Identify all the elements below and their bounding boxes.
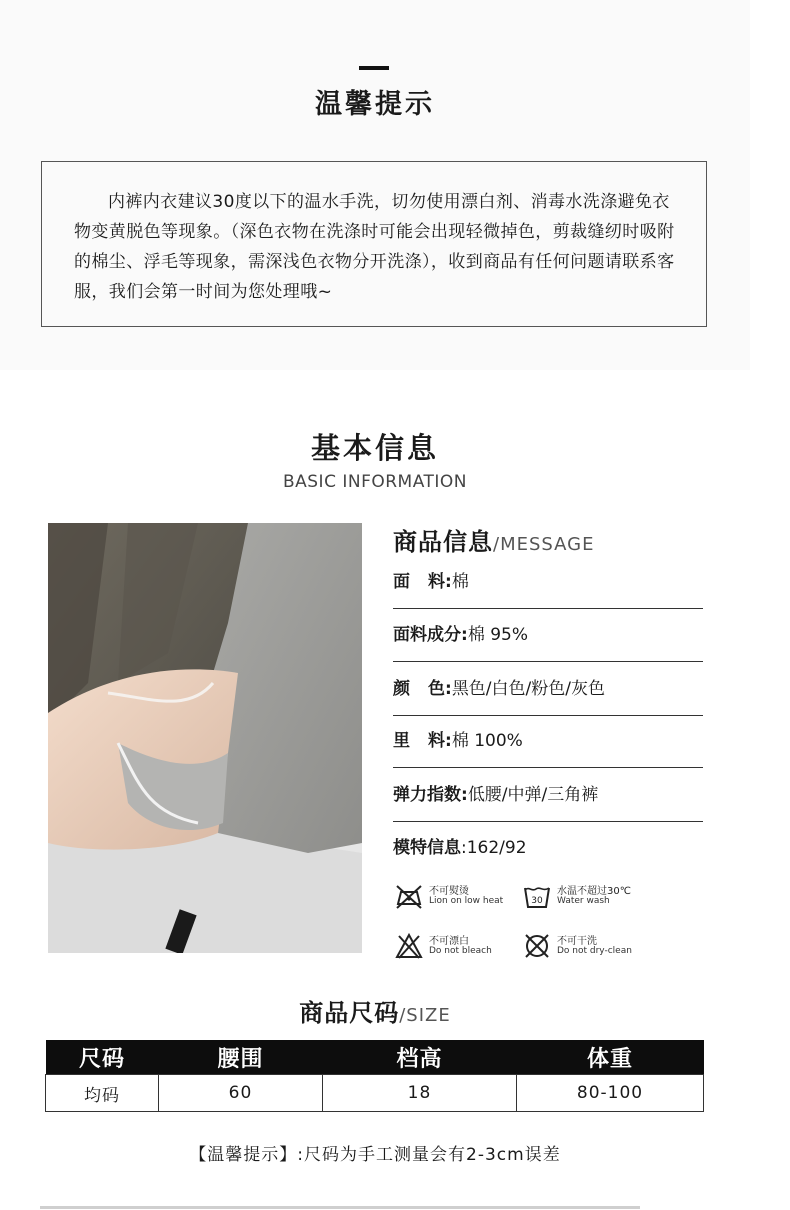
care-row-1 bbox=[395, 880, 635, 920]
care-en: Do not bleach bbox=[429, 946, 492, 956]
care-cn: 水温不超过30℃ bbox=[557, 886, 631, 897]
product-photo bbox=[48, 523, 362, 953]
attr-label: 模特信息 bbox=[393, 838, 461, 858]
attr-label: 面料 bbox=[393, 572, 445, 592]
care-item-bleach bbox=[395, 930, 515, 970]
basic-info-title: 基本信息 bbox=[310, 431, 439, 465]
attr-value: 棉 100% bbox=[451, 731, 523, 751]
title-dash bbox=[359, 66, 389, 70]
attr-row-model: 模特信息:162/92 bbox=[393, 838, 527, 858]
svg-text:30: 30 bbox=[531, 896, 543, 906]
care-en: Water wash bbox=[557, 896, 610, 906]
bottom-divider bbox=[40, 1206, 640, 1209]
care-item-wash bbox=[523, 880, 643, 920]
attr-value: 棉 95% bbox=[467, 625, 529, 645]
care-cn: 不可熨烫 bbox=[429, 886, 469, 897]
no-bleach-icon bbox=[395, 932, 423, 960]
notice-title: 温馨提示 bbox=[315, 89, 435, 120]
table-cell: 18 bbox=[323, 1075, 517, 1112]
care-en: Lion on low heat bbox=[429, 896, 504, 906]
size-title: 商品尺码 bbox=[299, 999, 400, 1027]
size-table bbox=[45, 1040, 704, 1112]
attr-row-stretch: 弹力指数:低腰/中弹/三角裤 bbox=[393, 769, 703, 822]
header-cell: 尺码 bbox=[46, 1040, 159, 1075]
size-note: 【温馨提示】:尺码为手工测量会有2-3cm误差 bbox=[189, 1145, 561, 1165]
care-row-2 bbox=[395, 930, 635, 970]
header-cell: 腰围 bbox=[159, 1040, 323, 1075]
attr-label: 弹力指数 bbox=[393, 785, 461, 805]
attr-row-composition: 面料成分:棉 95% bbox=[393, 609, 703, 662]
basic-info-subtitle: BASIC INFORMATION bbox=[282, 472, 468, 492]
header-cell: 档高 bbox=[323, 1040, 517, 1075]
message-title: 商品信息 bbox=[393, 528, 493, 556]
care-cn: 不可干洗 bbox=[557, 936, 597, 947]
wash-30-icon bbox=[523, 882, 551, 910]
attr-row-color: 颜色:黑色/白色/粉色/灰色 bbox=[393, 663, 703, 716]
size-heading bbox=[0, 993, 750, 1028]
attr-value: 黑色/白色/粉色/灰色 bbox=[451, 679, 605, 699]
attr-value: 棉 bbox=[451, 572, 469, 592]
attr-value: 低腰/中弹/三角裤 bbox=[467, 785, 599, 805]
care-item-iron bbox=[395, 880, 515, 920]
attr-row-lining: 里料:棉 100% bbox=[393, 715, 703, 768]
size-title-en: /SIZE bbox=[399, 1005, 451, 1026]
message-heading bbox=[393, 522, 594, 557]
message-title-en: /MESSAGE bbox=[493, 534, 595, 555]
header-cell: 体重 bbox=[517, 1040, 704, 1075]
notice-body: 内裤内衣建议30度以下的温水手洗，切勿使用漂白剂、消毒水洗涤避免衣物变黄脱色等现象。（深色衣物在洗涤时可能会出现轻微掉色，剪裁缝纫时吸附的棉尘、浮毛等现象，需深浅色衣物分开洗涤），收到商品有任何问题请联系客服，我们会第一时间为您处理哦~ bbox=[74, 192, 675, 302]
attr-row-fabric: 面料:棉 bbox=[393, 556, 703, 609]
size-table-header bbox=[46, 1040, 704, 1075]
attr-label: 颜色 bbox=[393, 679, 445, 699]
attr-label: 里料 bbox=[393, 731, 445, 751]
care-cn: 不可漂白 bbox=[429, 936, 469, 947]
table-cell: 80-100 bbox=[517, 1075, 704, 1112]
notice-box bbox=[41, 161, 707, 327]
no-dry-clean-icon bbox=[523, 932, 551, 960]
attr-label: 面料成分 bbox=[393, 625, 461, 645]
table-row bbox=[46, 1075, 704, 1112]
iron-low-icon bbox=[395, 882, 423, 910]
attr-value: 162/92 bbox=[466, 838, 527, 858]
care-en: Do not dry-clean bbox=[557, 946, 632, 956]
care-item-dryclean bbox=[523, 930, 643, 970]
table-cell: 均码 bbox=[46, 1075, 159, 1112]
table-cell: 60 bbox=[159, 1075, 323, 1112]
